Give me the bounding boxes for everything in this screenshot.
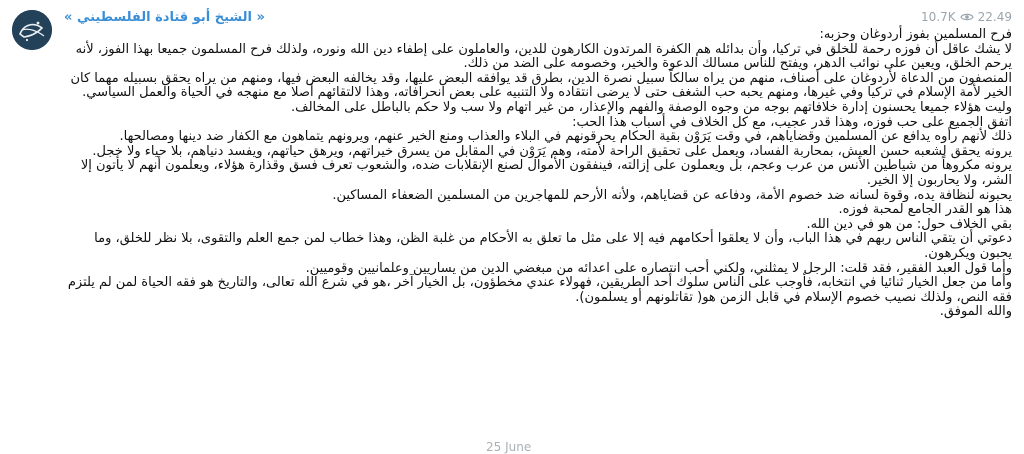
message-text — [60, 28, 1016, 320]
message-paragraph: وأما قول العبد الفقير، فقد قلت: الرجل لا يمثلني، ولكني أحب انتصاره على اعدائه من مبغضي الدين من يساريين وعلمانيين وقوميين. — [305, 260, 1012, 276]
message-paragraph: فرح المسلمين بفوز أردوغان وحزبه: — [819, 27, 1012, 42]
message-paragraph: هذا هو القدر الجامع لمحبة فوزه. — [838, 202, 1012, 218]
message-paragraph: المنصفون من الدعاة لأردوغان على أصناف، منهم من يراه سالكاً سبيل نصرة الدين، بطرق قد يوافقه البعض عليها، وقد يخالفه البعض فيها، ومنهم من يراه يحقق بسبيله مهما كان الخير لأمة الإسلام في تركيا وفي غيرها، ومنهم يحبه حب الشغف حتى لا يرضى انتقاده ولا التنبيه على بعض انحرافاته، وهذا لالتقائهم أصلا مع منهجه في الحياة والعمل السياسي. — [70, 70, 1012, 101]
message-paragraph: لا يشك عاقل أن فوزه رحمة للخلق في تركيا، وأن بدائله هم الكفرة المرتدون الكارهون للدين، والعاملون على إطفاء دين الله ونوره، ولذلك فرح المسلمون جميعا بهذا الفوز، لأنه يرحم الخلق، ويعين على نوائب الدهر، ويفتح للناس مسالك الدعوة والخير، وخصومه على الضد من ذلك. — [75, 41, 1012, 72]
date-separator: 25 June — [486, 440, 532, 454]
message-paragraph: يحبونه لنظافة يده، وقوة لسانه ضد خصوم الأمة، ودفاعه عن قضاياهم، ولأنه الأرحم للمهاجرين من المسلمين الضعفاء المساكين. — [332, 187, 1012, 203]
message-paragraph: وأما من جعل الخيار ثنائيا في انتخابه، فأوجب على الناس سلوك أحد الطريقين، فهولاء عندي مخطؤون، بل الخيار آخر ،هو في شرع الله تعالى، والتاريخ هو فقه الحياة لمن لم يلتزم فقه النص، ولذلك نصيب خصوم الإسلام في قابل الزمن هو( تقاتلونهم أو يسلمون). — [67, 275, 1012, 305]
message-paragraph: يرونه مكروهاً من شياطين الأنس من عرب وعجم، بل ويعملون على إزالته، فينفقون الأموال لصنع الإنقلابات ضده، والشعوب تعرف فسق وقذارة هؤلاء، ويعلمون أنهم لا يأتون إلا الشر، ولا يحاربون إلا الخير. — [80, 158, 1012, 188]
message-paragraph: بقي الخلاف حول: من هو في دين الله. — [806, 216, 1012, 232]
channel-avatar[interactable] — [12, 10, 52, 50]
avatar-calligraphy-icon — [12, 10, 52, 50]
message-time: 22.49 — [977, 10, 1012, 24]
message-paragraph: يرونه يحقق لشعبه حسن العيش، بمحاربة الفساد، ويعمل على تحقيق الراحة لأمته، وهم يَرَوْن في المقابل من يسرق خيراتهم، ويرهق حياتهم، ويفسد دنياهم، بلا حياء ولا خجل. — [92, 143, 1012, 159]
message-paragraph: والله الموفق. — [939, 304, 1012, 320]
view-count: 10.7K — [921, 10, 956, 24]
message-paragraph: ذلك لأنهم رأوه يدافع عن المسلمين وقضاياهم، في وقت يَرَوْن بقية الحكام يحرقونهم في البلاء والعذاب ومنع الخير عنهم، ويرونهم يتماهون مع الكفار ضد دينها ومصالحها. — [119, 129, 1012, 145]
channel-title[interactable]: « الشيخ أبو قتادة الفلسطيني » — [64, 10, 265, 25]
message-paragraph: اتفق الجميع على حب فوزه، وهذا قدر عجيب، مع كل الخلاف في أسباب هذا الحب: — [572, 114, 1012, 130]
message-header — [60, 4, 1016, 28]
message-meta — [921, 10, 1012, 24]
message-bubble — [60, 4, 1016, 451]
eye-icon — [960, 12, 974, 22]
message-paragraph: وليت هؤلاء جميعا يحسنون إدارة خلافاتهم بوجه من وجوه الوصفة والفهم والإعذار، من غير اتهام ولا سب ولا حكم بالباطل على المخالف. — [291, 99, 1012, 115]
message-paragraph: دعوتي أن يتقي الناس ربهم في هذا الباب، وأن لا يعلقوا أحكامهم فيه إلا على مثل ما تعلق به الأحكام من غلبة الظن، وهذا خطاب لمن جمع العلم والتقوى، بلا نظر للخلق، وما يحبون ويكرهون. — [94, 231, 1012, 261]
